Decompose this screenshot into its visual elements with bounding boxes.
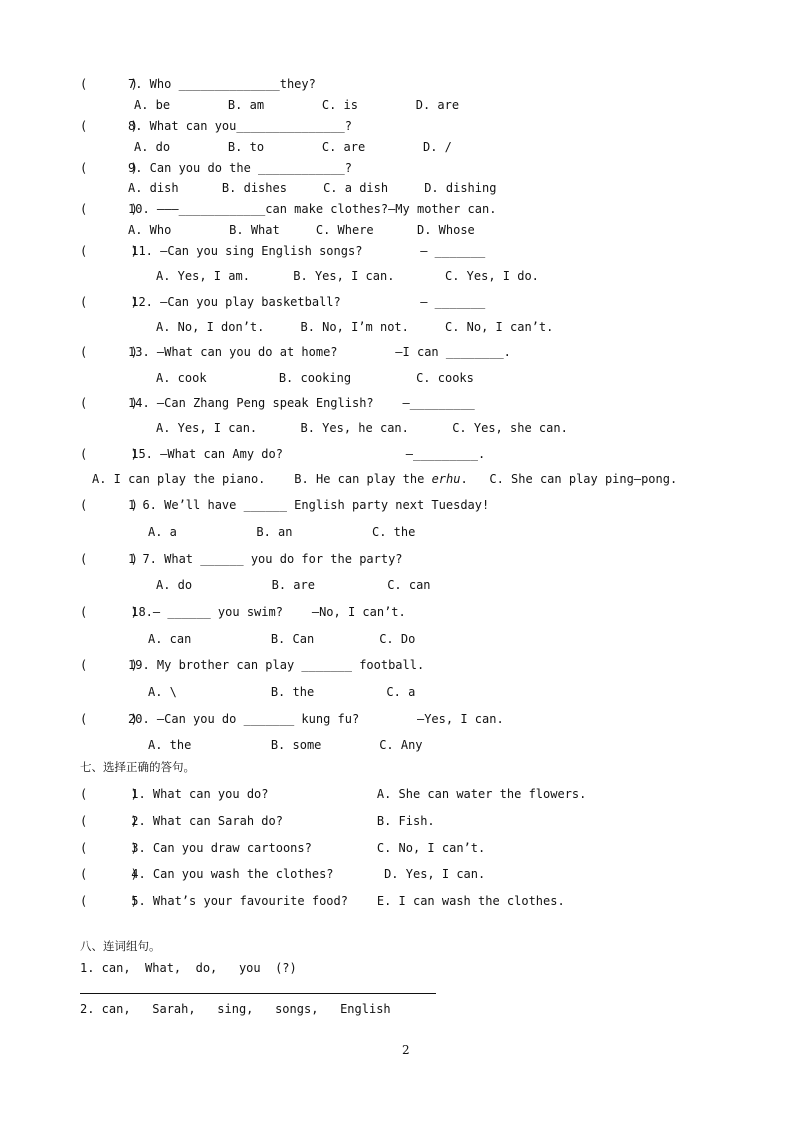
question-options: A. do B. to C. are D. / — [134, 140, 452, 154]
section-heading: 七、选择正确的答句。 — [80, 760, 195, 774]
match-item: 4. Can you wash the clothes? D. Yes, I can. — [124, 867, 486, 881]
match-item: 1. What can you do? A. She can water the flowers. — [124, 787, 587, 801]
question-stem: 7. Who ______________they? — [128, 77, 316, 91]
answer-paren: ( ) — [80, 202, 138, 216]
answer-paren: ( ) — [80, 894, 138, 908]
answer-paren: ( ) — [80, 552, 138, 566]
answer-paren: ( ) — [80, 119, 138, 133]
question-stem: 15. —What can Amy do? —_________. — [124, 447, 486, 461]
answer-paren: ( ) — [80, 841, 138, 855]
options-erhu-word: erhu — [431, 472, 461, 486]
question-stem: 1 6. We’ll have ______ English party next Tuesday! — [128, 498, 490, 512]
question-options: A. the B. some C. Any — [148, 738, 423, 752]
section-heading: 八、连词组句。 — [80, 939, 161, 953]
question-options: A. can B. Can C. Do — [148, 632, 416, 646]
match-item: 3. Can you draw cartoons? C. No, I can’t. — [124, 841, 486, 855]
question-options: A. cook B. cooking C. cooks — [156, 371, 474, 385]
answer-paren: ( ) — [80, 712, 138, 726]
sentence-item: 2. can, Sarah, sing, songs, English — [80, 1002, 391, 1016]
question-options: A. Who B. What C. Where D. Whose — [128, 223, 475, 237]
question-stem: 20. —Can you do _______ kung fu? —Yes, I can. — [128, 712, 504, 726]
question-options: A. No, I don’t. B. No, I’m not. C. No, I can’t. — [156, 320, 554, 334]
question-options: A. a B. an C. the — [148, 525, 416, 539]
question-options: A. Yes, I can. B. Yes, he can. C. Yes, she can. — [156, 421, 568, 435]
question-options: A. do B. are C. can — [156, 578, 431, 592]
question-stem: 1 7. What ______ you do for the party? — [128, 552, 403, 566]
question-stem: 18.— ______ you swim? —No, I can’t. — [124, 605, 406, 619]
question-options — [92, 472, 677, 486]
answer-paren: ( ) — [80, 161, 138, 175]
question-stem: 11. —Can you sing English songs? — _______ — [124, 244, 486, 258]
question-options: A. be B. am C. is D. are — [134, 98, 460, 112]
answer-paren: ( ) — [80, 814, 138, 828]
answer-paren: ( ) — [80, 396, 138, 410]
question-stem: 14. —Can Zhang Peng speak English? —_________ — [128, 396, 475, 410]
options-part-b: . C. She can play ping—pong. — [460, 472, 678, 486]
question-stem: 9. Can you do the ____________? — [128, 161, 352, 175]
question-stem: 10. ———____________can make clothes?—My mother can. — [128, 202, 497, 216]
answer-paren: ( ) — [80, 295, 138, 309]
answer-paren: ( ) — [80, 345, 138, 359]
answer-paren: ( ) — [80, 77, 138, 91]
answer-paren: ( ) — [80, 447, 138, 461]
options-part-a: A. I can play the piano. B. He can play the — [92, 472, 432, 486]
answer-paren: ( ) — [80, 787, 138, 801]
answer-paren: ( ) — [80, 498, 138, 512]
question-options: A. dish B. dishes C. a dish D. dishing — [128, 181, 497, 195]
match-item: 2. What can Sarah do? B. Fish. — [124, 814, 435, 828]
question-stem: 19. My brother can play _______ football. — [128, 658, 425, 672]
question-stem: 12. —Can you play basketball? — _______ — [124, 295, 486, 309]
question-options: A. Yes, I am. B. Yes, I can. C. Yes, I do. — [156, 269, 539, 283]
question-options: A. \ B. the C. a — [148, 685, 416, 699]
question-stem: 8. What can you_______________? — [128, 119, 352, 133]
answer-paren: ( ) — [80, 658, 138, 672]
answer-paren: ( ) — [80, 867, 138, 881]
sentence-item: 1. can, What, do, you (?) — [80, 961, 297, 975]
answer-paren: ( ) — [80, 605, 138, 619]
page-number: 2 — [402, 1043, 410, 1057]
match-item: 5. What’s your favourite food? E. I can wash the clothes. — [124, 894, 565, 908]
question-stem: 13. —What can you do at home? —I can ________. — [128, 345, 511, 359]
answer-line — [80, 993, 436, 994]
answer-paren: ( ) — [80, 244, 138, 258]
